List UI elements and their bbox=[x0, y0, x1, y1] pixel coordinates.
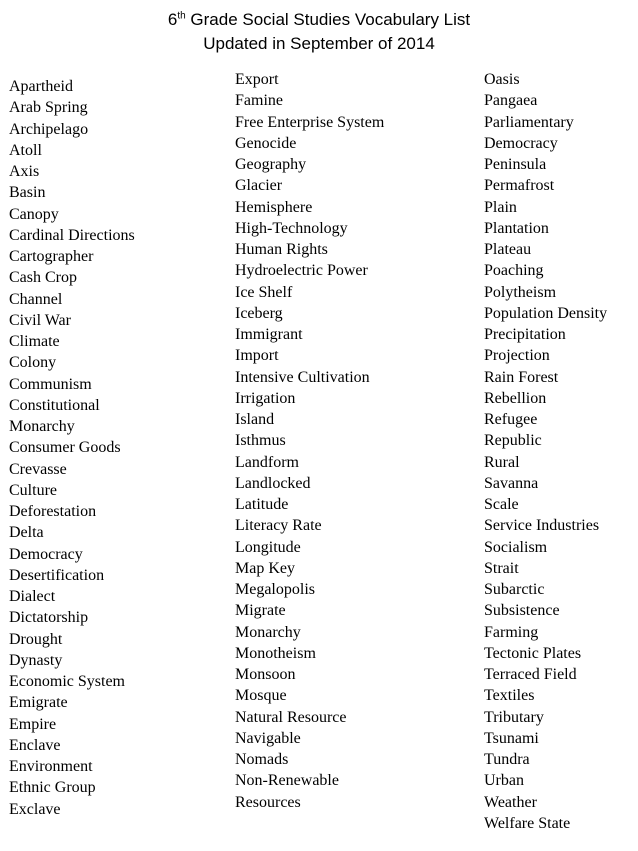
vocabulary-word: Literacy Rate bbox=[235, 517, 322, 535]
vocabulary-word: Population Density bbox=[484, 304, 608, 322]
vocabulary-column-2 bbox=[235, 69, 384, 813]
vocabulary-word: Exclave bbox=[9, 800, 61, 818]
vocabulary-word: Communism bbox=[9, 375, 92, 393]
vocabulary-word: Economic System bbox=[9, 673, 125, 690]
vocabulary-word: Drought bbox=[9, 630, 63, 648]
vocabulary-word: Landform bbox=[235, 453, 299, 471]
vocabulary-word: Consumer Goods bbox=[9, 439, 121, 457]
vocabulary-word: Rural bbox=[484, 453, 520, 471]
vocabulary-word: Dictatorship bbox=[9, 609, 89, 627]
vocabulary-word: Farming bbox=[484, 623, 539, 641]
vocabulary-word: Empire bbox=[9, 715, 57, 733]
vocabulary-word: Famine bbox=[235, 92, 283, 110]
vocabulary-word: Tundra bbox=[484, 751, 530, 768]
vocabulary-word: Emigrate bbox=[9, 694, 68, 712]
vocabulary-word: Weather bbox=[484, 793, 537, 811]
vocabulary-word: Crevasse bbox=[9, 460, 67, 478]
vocabulary-word: Atoll bbox=[9, 141, 42, 159]
vocabulary-word: Landlocked bbox=[235, 474, 311, 492]
vocabulary-word: Geography bbox=[235, 156, 307, 173]
vocabulary-word: Channel bbox=[9, 290, 63, 308]
vocabulary-word: Poaching bbox=[484, 262, 544, 280]
vocabulary-word: Plain bbox=[484, 198, 517, 216]
vocabulary-word: Oasis bbox=[484, 71, 520, 88]
vocabulary-word: Subarctic bbox=[484, 581, 545, 598]
vocabulary-word: Savanna bbox=[484, 474, 539, 492]
vocabulary-word: Monarchy bbox=[235, 623, 301, 641]
vocabulary-word: Axis bbox=[9, 163, 40, 180]
vocabulary-word: High-Technology bbox=[235, 219, 348, 237]
page-title bbox=[0, 8, 638, 32]
vocabulary-word: Import bbox=[235, 347, 279, 365]
vocabulary-word: Textiles bbox=[484, 687, 535, 705]
vocabulary-word: Republic bbox=[484, 432, 542, 450]
vocabulary-word: Intensive Cultivation bbox=[235, 368, 370, 386]
vocabulary-word: Monarchy bbox=[9, 418, 75, 435]
grade-suffix: th bbox=[177, 10, 186, 22]
vocabulary-word: Nomads bbox=[235, 751, 289, 768]
vocabulary-word: Democracy bbox=[9, 545, 83, 563]
vocabulary-word: Pangaea bbox=[484, 92, 538, 110]
vocabulary-word: Enclave bbox=[9, 736, 61, 754]
vocabulary-word: Human Rights bbox=[235, 241, 328, 258]
vocabulary-word: Archipelago bbox=[9, 120, 89, 138]
vocabulary-word: Civil War bbox=[9, 311, 71, 329]
vocabulary-word: Megalopolis bbox=[235, 581, 315, 598]
vocabulary-word: Culture bbox=[9, 481, 57, 499]
vocabulary-word: Deforestation bbox=[9, 503, 97, 520]
document-header bbox=[0, 8, 638, 56]
vocabulary-word: Migrate bbox=[235, 602, 286, 620]
vocabulary-word: Arab Spring bbox=[9, 99, 88, 117]
vocabulary-word: Immigrant bbox=[235, 326, 303, 343]
vocabulary-word: Constitutional bbox=[9, 396, 100, 414]
vocabulary-word: Peninsula bbox=[484, 156, 547, 173]
vocabulary-word: Dynasty bbox=[9, 651, 63, 669]
vocabulary-word: Subsistence bbox=[484, 602, 560, 620]
vocabulary-word: Natural Resource bbox=[235, 708, 347, 726]
vocabulary-column-3 bbox=[484, 69, 607, 834]
vocabulary-word: Apartheid bbox=[9, 78, 73, 95]
vocabulary-word: Isthmus bbox=[235, 432, 286, 450]
vocabulary-word: Cartographer bbox=[9, 248, 94, 265]
vocabulary-word: Island bbox=[235, 411, 275, 428]
grade-number: 6 bbox=[167, 10, 178, 29]
vocabulary-word: Mosque bbox=[235, 687, 287, 705]
vocabulary-word: Welfare State bbox=[484, 814, 571, 832]
vocabulary-word: Environment bbox=[9, 758, 93, 775]
vocabulary-word: Hydroelectric Power bbox=[235, 262, 368, 280]
vocabulary-word: Irrigation bbox=[235, 389, 296, 407]
title-text: Grade Social Studies Vocabulary List bbox=[185, 10, 471, 29]
vocabulary-word: Ice Shelf bbox=[235, 283, 293, 301]
vocabulary-word: Cardinal Directions bbox=[9, 226, 135, 244]
vocabulary-word: Democracy bbox=[484, 134, 558, 152]
vocabulary-word: Delta bbox=[9, 524, 44, 542]
vocabulary-word: Ethnic Group bbox=[9, 779, 96, 797]
vocabulary-word: Terraced Field bbox=[484, 666, 577, 683]
vocabulary-word: Resources bbox=[235, 793, 301, 811]
vocabulary-word: Hemisphere bbox=[235, 198, 313, 216]
vocabulary-word: Latitude bbox=[235, 496, 289, 513]
vocabulary-word: Monsoon bbox=[235, 666, 296, 683]
vocabulary-word: Longitude bbox=[235, 538, 301, 556]
vocabulary-word: Dialect bbox=[9, 588, 56, 605]
vocabulary-word: Map Key bbox=[235, 559, 295, 577]
vocabulary-word: Rebellion bbox=[484, 389, 547, 407]
vocabulary-word: Socialism bbox=[484, 538, 548, 556]
vocabulary-word: Refugee bbox=[484, 411, 538, 428]
vocabulary-word: Tsunami bbox=[484, 729, 539, 747]
vocabulary-word: Plantation bbox=[484, 219, 549, 237]
vocabulary-word: Polytheism bbox=[484, 283, 557, 301]
vocabulary-word: Service Industries bbox=[484, 517, 600, 535]
vocabulary-word: Climate bbox=[9, 333, 60, 350]
vocabulary-word: Glacier bbox=[235, 177, 283, 195]
vocabulary-word: Desertification bbox=[9, 566, 105, 584]
vocabulary-word: Tributary bbox=[484, 708, 544, 726]
vocabulary-word: Free Enterprise System bbox=[235, 113, 385, 131]
vocabulary-word: Urban bbox=[484, 772, 524, 790]
vocabulary-word: Scale bbox=[484, 496, 519, 513]
vocabulary-word: Cash Crop bbox=[9, 269, 77, 287]
vocabulary-word: Export bbox=[235, 71, 279, 88]
vocabulary-word: Canopy bbox=[9, 205, 59, 223]
vocabulary-word: Permafrost bbox=[484, 177, 555, 195]
vocabulary-word: Rain Forest bbox=[484, 368, 559, 386]
vocabulary-word: Plateau bbox=[484, 241, 532, 258]
vocabulary-word: Genocide bbox=[235, 134, 297, 152]
vocabulary-word: Colony bbox=[9, 354, 57, 372]
vocabulary-column-1 bbox=[9, 76, 135, 820]
vocabulary-word: Iceberg bbox=[235, 304, 283, 322]
page-subtitle: Updated in September of 2014 bbox=[203, 34, 435, 53]
vocabulary-word: Monotheism bbox=[235, 644, 316, 662]
vocabulary-word: Navigable bbox=[235, 729, 301, 747]
vocabulary-word: Basin bbox=[9, 184, 46, 202]
vocabulary-word: Strait bbox=[484, 559, 519, 577]
vocabulary-word: Projection bbox=[484, 347, 550, 365]
vocabulary-word: Parliamentary bbox=[484, 113, 574, 131]
vocabulary-word: Non-Renewable bbox=[235, 772, 339, 790]
vocabulary-word: Precipitation bbox=[484, 326, 566, 343]
vocabulary-word: Tectonic Plates bbox=[484, 644, 582, 662]
